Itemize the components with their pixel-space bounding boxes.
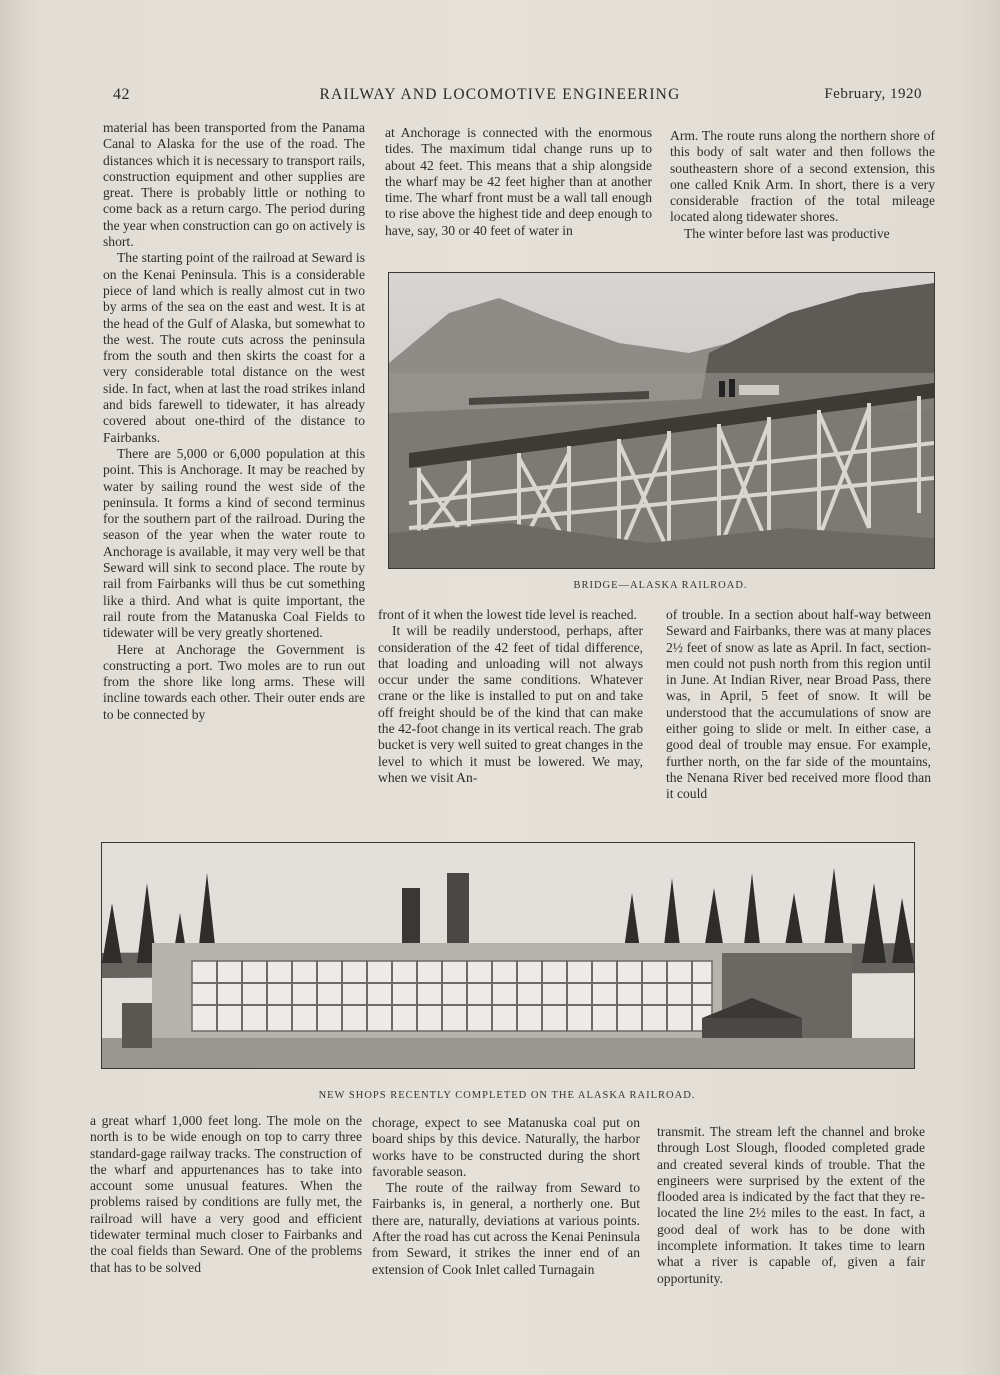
paragraph: at Anchorage is connected with the enormous tides. The maximum tidal change runs up to about 42 feet. This means that a ship alongside the wharf may be 42 feet higher than at another time. The wharf front must be a wall tall enough to rise above the highest tide and deep enough to have, say, 30 or 40 feet of water in	[385, 125, 652, 238]
column-3-bottom	[657, 1124, 925, 1287]
paragraph: The starting point of the railroad at Seward is on the Kenai Peninsula. This is a considerable piece of land which is really almost cut in two by arms of the sea on the east and west. It is at the head of the Gulf of Alaska, but somewhat to the west. The route cuts across the peninsula from the south and then skirts the coast for a very considerable total distance on the west side. In fact, when at last the road strikes inland and bids farewell to tidewater, it has already covered about one-third of the distance to Fairbanks.	[103, 250, 365, 445]
paragraph: chorage, expect to see Matanuska coal put on board ships by this device. Naturally, the harbor works have to be constructed during the short favorable season.	[372, 1115, 640, 1179]
paragraph: of trouble. In a section about half-way between Seward and Fairbanks, there was at many places 2½ feet of snow as late as April. In fact, section-men could not push north from this region until in June. At Indian River, near Broad Pass, there was, in April, 5 feet of snow. It will be understood that the accumulations of snow are either going to slide or melt. In either case, a good deal of trouble may ensue. For example, further north, on the far side of the mountains, the Nenana River bed received more flood than it could	[666, 607, 931, 802]
paragraph: The route of the railway from Seward to Fairbanks is, in general, a northerly one. But there are, naturally, deviations at various points. After the road has cut across the Kenai Peninsula from Seward, it strikes the inner end of an extension of Cook Inlet called Turnagain	[372, 1180, 640, 1277]
column-2-top	[385, 125, 652, 239]
column-1-top	[103, 120, 365, 723]
paragraph: front of it when the lowest tide level is reached.	[378, 607, 637, 622]
shops-image	[102, 843, 914, 1068]
paragraph: transmit. The stream left the channel and broke through Lost Slough, flooded completed grade and created several kinds of trouble. That the engineers were surprised by the extent of the flooded area is indicated by the fact that they re-located the line 2½ miles to the east. In fact, a good deal of work has to be done with incomplete information. It takes time to learn what a river is capable of, given a fair opportunity.	[657, 1124, 925, 1286]
shops-caption: NEW SHOPS RECENTLY COMPLETED ON THE ALASKA RAILROAD.	[318, 1090, 696, 1101]
paragraph: There are 5,000 or 6,000 population at this point. This is Anchorage. It may be reached by water by sailing round the west side of the peninsula. It forms a kind of second terminus for the southern part of the railroad. During the season of the year when the water route to Anchorage is available, it may very well be that Seward will sink to second place. The route by rail from Fairbanks will thus be cut something like a third. And what is quite important, the rail route from the Matanuska Coal Fields to tidewater will be very greatly shortened.	[103, 445, 365, 641]
column-3-top	[670, 128, 935, 242]
column-3-mid	[666, 607, 931, 803]
paragraph: material has been transported from the Panama Canal to Alaska for the use of the road. The distances which it is necessary to transport rails, construction equipment and other supplies are great. There is probably little or nothing to come back as a return cargo. The period during the year when construction can go on actively is short.	[103, 120, 365, 250]
page-number: 42	[113, 86, 130, 103]
bridge-image	[389, 273, 934, 568]
bridge-photo	[388, 272, 935, 569]
column-1-bottom	[90, 1113, 362, 1276]
column-2-mid	[378, 607, 643, 786]
paragraph: The winter before last was productive	[684, 225, 890, 241]
bridge-caption: BRIDGE—ALASKA RAILROAD.	[573, 580, 748, 591]
paragraph: Arm. The route runs along the northern shore of this body of salt water and then follows the southeastern shore of a second extension, this one called Knik Arm. In short, there is a very considerable fraction of the total mileage located along tidewater shores.	[670, 128, 935, 225]
running-title: RAILWAY AND LOCOMOTIVE ENGINEERING	[319, 86, 681, 103]
paragraph: a great wharf 1,000 feet long. The mole on the north is to be wide enough on top to carry three standard-gage railway tracks. The construction of the wharf and appurtenances has to take into account some unusual features. When the problems raised by conditions are fully met, the railroad will have a very good and efficient tidewater terminal much closer to Fairbanks and the coal fields than Seward. One of the problems that has to be solved	[90, 1113, 362, 1275]
column-2-bottom	[372, 1115, 640, 1278]
issue-date: February, 1920	[824, 86, 922, 102]
paragraph: It will be readily understood, perhaps, after consideration of the 42 feet of tidal difference, that loading and unloading will not always occur under the same conditions. Whatever crane or the like is installed to put on and take off freight should be of the kind that can make the 42-foot change in its vertical reach. The grab bucket is very well suited to great changes in the level to which it must be lowered. We may, when we visit An-	[378, 623, 643, 785]
paragraph: Here at Anchorage the Government is constructing a port. Two moles are to run out from the shore like long arms. These will incline towards each other. Their outer ends are to be connected by	[103, 641, 365, 722]
shops-photo	[101, 842, 915, 1069]
